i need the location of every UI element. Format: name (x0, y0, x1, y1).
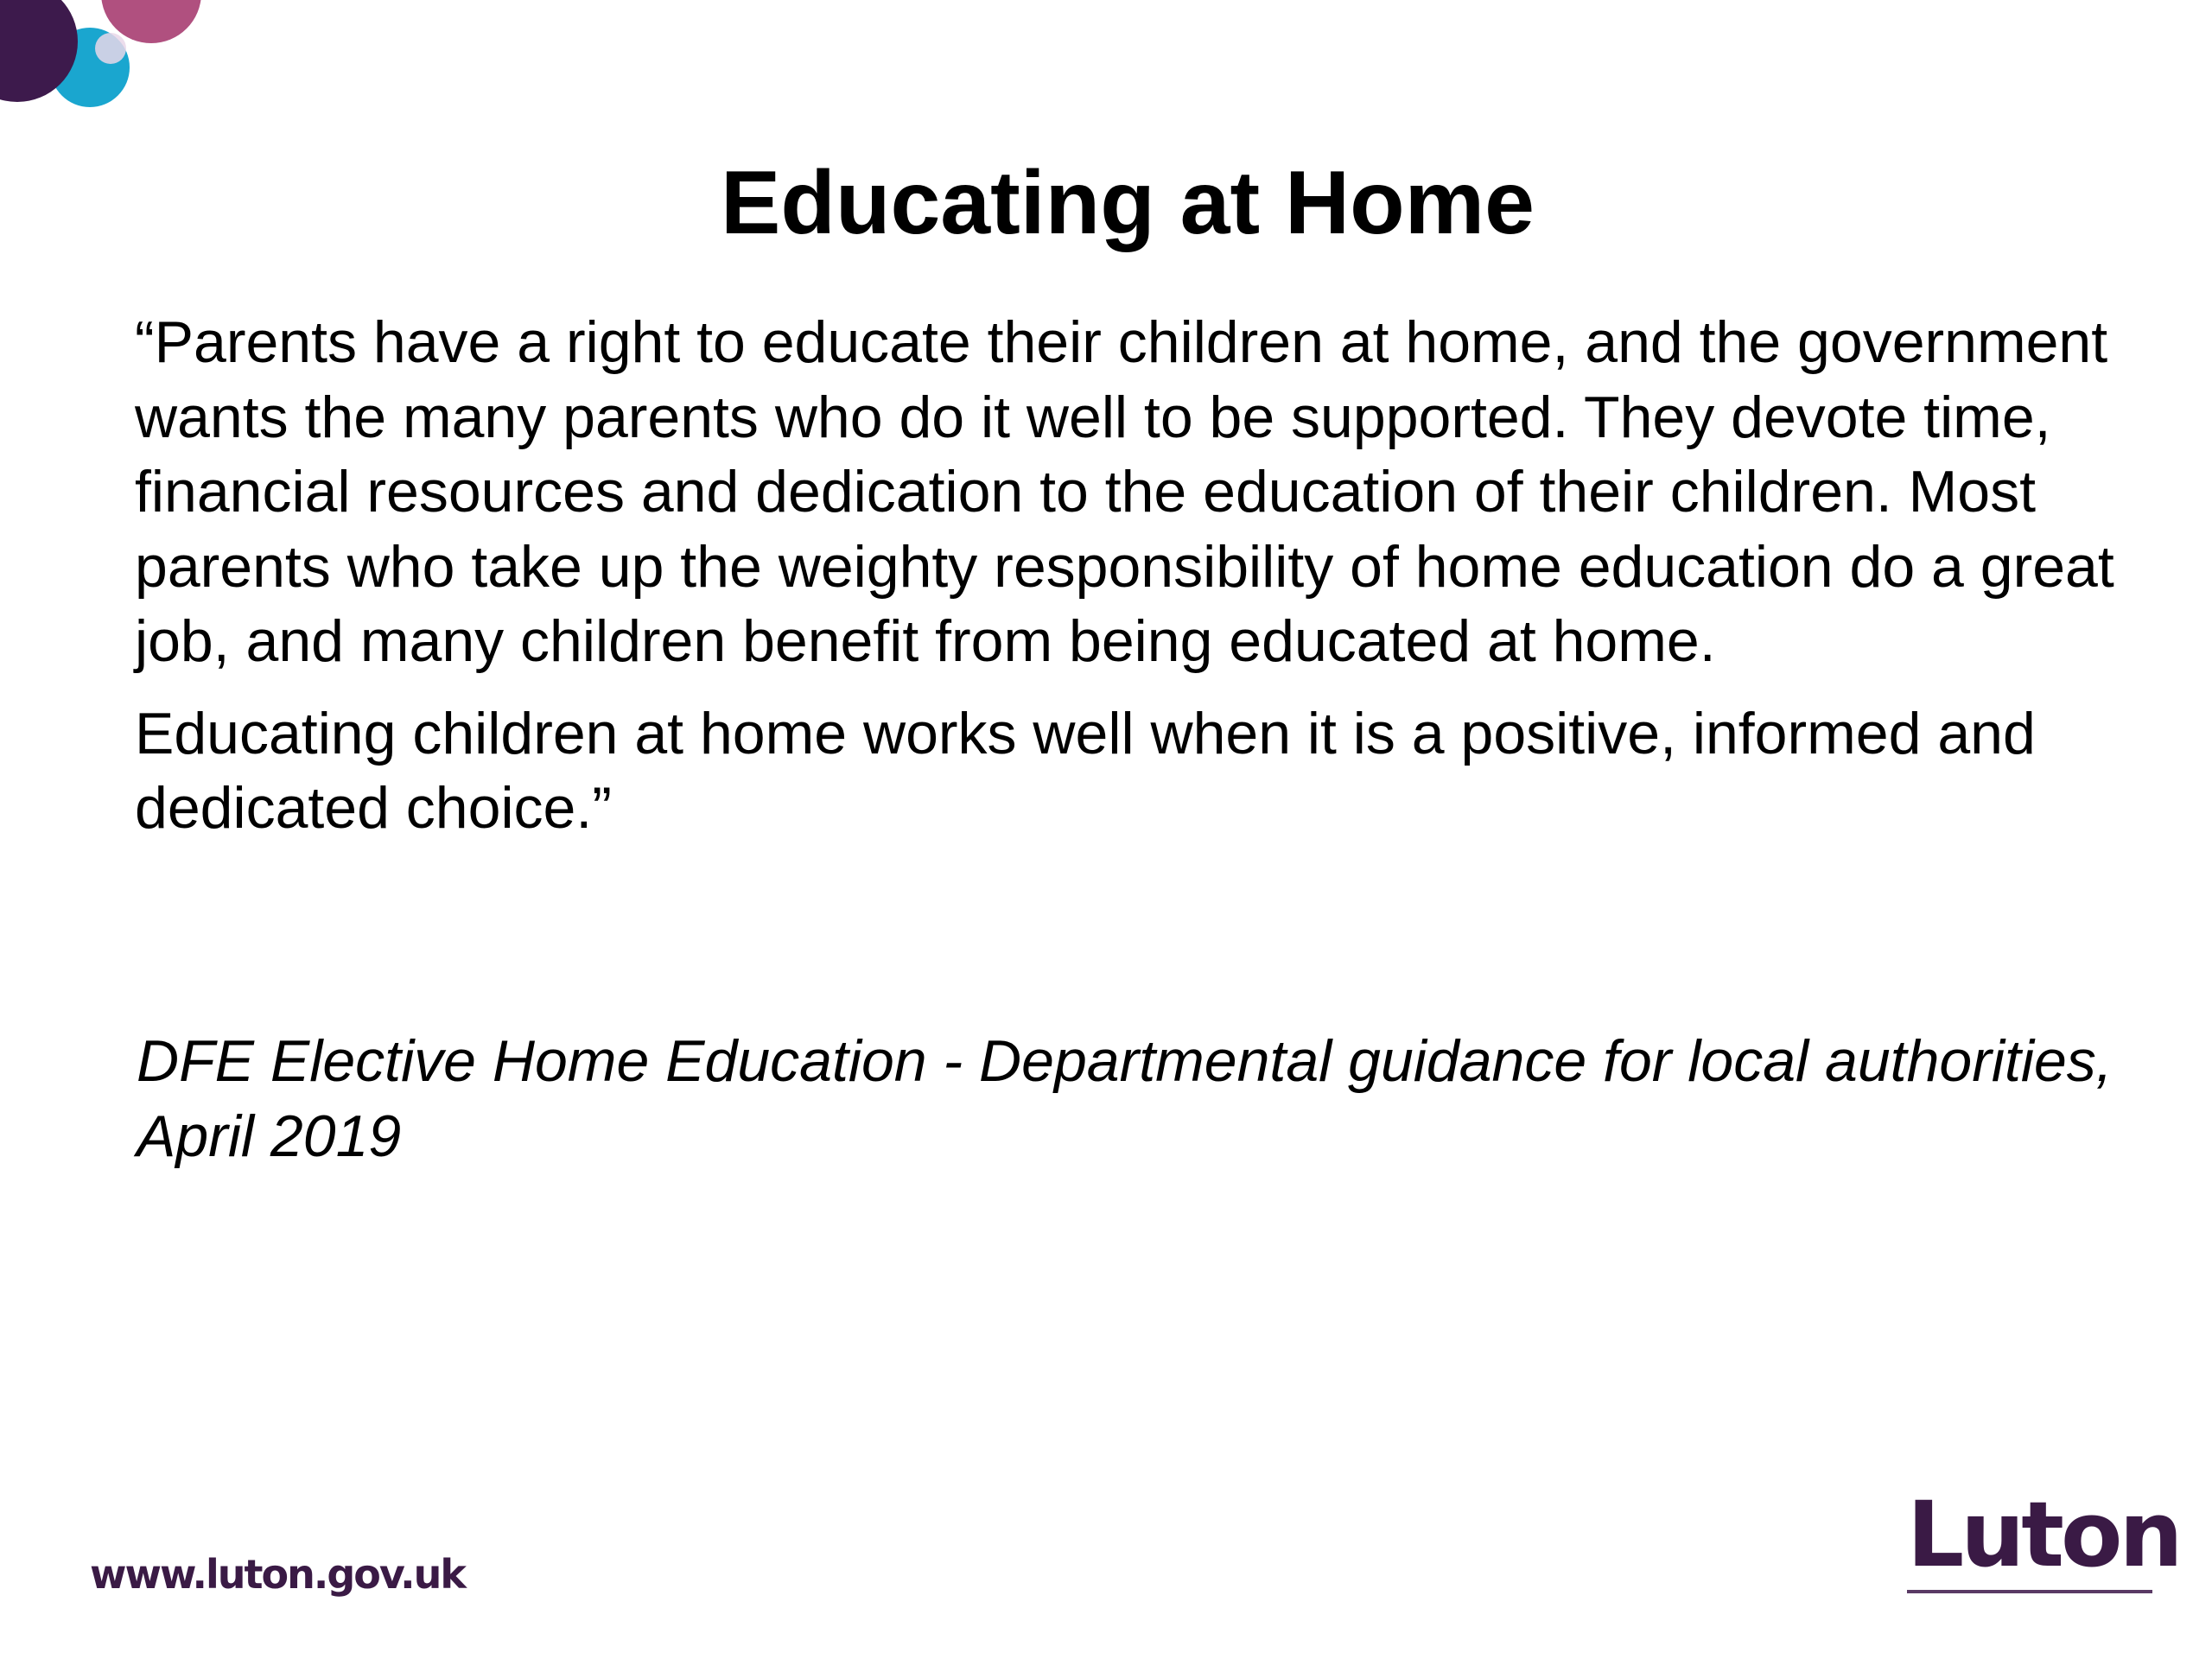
luton-brand-logo (1907, 1482, 2180, 1593)
citation: DFE Elective Home Education - Departmental guidance for local authorities, April 2019 (137, 1028, 2113, 1169)
brand-name: Luton (1907, 1482, 2180, 1587)
bubbles-logo-icon (0, 0, 225, 130)
quote-paragraph: Educating children at home works well when it is a positive, informed and dedicated choice.” (135, 700, 2036, 841)
slide-title: Educating at Home (721, 153, 1535, 253)
quote-body (135, 305, 2122, 846)
brand-underline (1907, 1590, 2152, 1593)
website-url[interactable]: www.luton.gov.uk (90, 1551, 465, 1598)
quote-paragraph: “Parents have a right to educate their children at home, and the government wants the many parents who do it well to be supported. They devote time, financial resources and dedication to the education of their children. Most parents who take up the weighty responsibility of home education do a great job, and many children benefit from being educated at home. (135, 309, 2114, 674)
